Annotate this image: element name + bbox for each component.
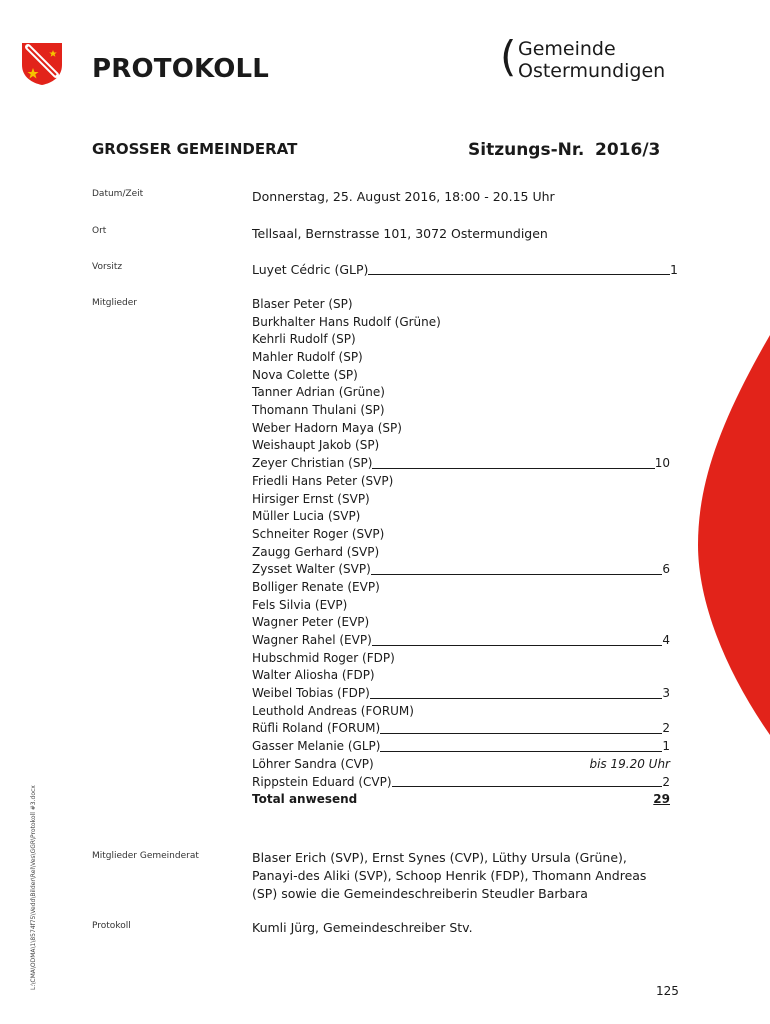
council-heading: GROSSER GEMEINDERAT [92,140,298,158]
member-name: Weber Hadorn Maya (SP) [252,420,402,435]
member-row [252,349,670,367]
vorsitz-row [252,261,678,279]
member-row [252,544,670,562]
vorsitz-name: Luyet Cédric (GLP) [252,261,369,277]
vorsitz-count: 1 [670,261,678,277]
member-row [252,597,670,615]
member-row [252,721,670,739]
member-row [252,473,670,491]
session-label: Sitzungs-Nr. [468,140,585,160]
page-title: PROTOKOLL [92,54,270,84]
member-name: Zysset Walter (SVP) [252,562,371,577]
logo-bracket: ( [500,32,517,81]
leader-line [368,274,670,275]
coat-of-arms-icon [20,41,64,85]
protokoll-label: Protokoll [92,921,131,931]
member-name: Tanner Adrian (Grüne) [252,385,385,400]
red-arc-shape [698,335,770,735]
member-name: Löhrer Sandra (CVP) [252,756,374,771]
member-row [252,526,670,544]
member-count: 6 [662,562,670,577]
leader-line [372,468,654,469]
member-name: Mahler Rudolf (SP) [252,350,363,365]
member-name: Hirsiger Ernst (SVP) [252,491,370,506]
member-count: 1 [662,739,670,754]
gr-members-text: Blaser Erich (SVP), Ernst Synes (CVP), Lüthy Ursula (Grüne), Panayi-des Aliki (SVP), Schoop Henrik (FDP), Thomann Andreas (SP) sowie die Gemeindeschreiberin Steudler Barbara [252,850,647,901]
leader-line [372,645,663,646]
member-name: Friedli Hans Peter (SVP) [252,473,394,488]
member-row [252,614,670,632]
leader-line [392,786,663,787]
member-name: Leuthold Andreas (FORUM) [252,703,414,718]
page-number: 125 [656,984,679,998]
member-count: 2 [662,721,670,736]
member-row [252,561,670,579]
gr-label: Mitglieder Gemeinderat [92,851,199,861]
member-row [252,402,670,420]
member-row [252,756,670,774]
ort-value: Tellsaal, Bernstrasse 101, 3072 Ostermundigen [252,226,548,241]
member-row [252,314,670,332]
member-name: Rüfli Roland (FORUM) [252,721,381,736]
member-row [252,632,670,650]
member-name: Schneiter Roger (SVP) [252,526,385,541]
municipality-logo [500,34,690,86]
member-name: Wagner Peter (EVP) [252,615,370,630]
datum-value: Donnerstag, 25. August 2016, 18:00 - 20.15 Uhr [252,189,555,204]
member-name: Fels Silvia (EVP) [252,597,348,612]
member-count: 10 [654,456,670,471]
member-name: Hubschmid Roger (FDP) [252,650,395,665]
member-row [252,667,670,685]
member-row [252,685,670,703]
member-row [252,455,670,473]
member-row [252,438,670,456]
member-row [252,331,670,349]
session-number: 2016/3 [595,140,661,160]
mitglieder-label: Mitglieder [92,298,137,308]
member-name: Weibel Tobias (FDP) [252,686,370,701]
member-note: bis 19.20 Uhr [589,756,670,771]
leader-line [370,698,663,699]
member-name: Bolliger Renate (EVP) [252,579,380,594]
member-row [252,367,670,385]
leader-line [380,751,662,752]
datum-label: Datum/Zeit [92,189,144,199]
leader-line [371,574,663,575]
total-row [252,791,670,809]
file-path: L:\CMA\ODMA\1\8574f75\Vedd\Bilder\Rel\Ves\GGR\Protokoll #3.docx [30,785,37,990]
member-row [252,296,670,314]
member-name: Zaugg Gerhard (SVP) [252,544,380,559]
member-row [252,703,670,721]
member-count: 2 [662,774,670,789]
member-name: Blaser Peter (SP) [252,296,353,311]
member-name: Müller Lucia (SVP) [252,509,361,524]
member-row [252,508,670,526]
member-row [252,774,670,792]
member-name: Zeyer Christian (SP) [252,456,373,471]
logo-line-2: Ostermundigen [518,60,666,82]
member-row [252,738,670,756]
member-name: Kehrli Rudolf (SP) [252,332,356,347]
logo-line-1: Gemeinde [518,38,616,60]
member-name: Rippstein Eduard (CVP) [252,774,392,789]
member-name: Gasser Melanie (GLP) [252,739,381,754]
leader-line [380,733,662,734]
member-count: 4 [662,633,670,648]
member-name: Total anwesend [252,792,358,807]
ort-label: Ort [92,226,107,236]
vorsitz-label: Vorsitz [92,262,123,272]
member-list [252,296,670,809]
member-row [252,491,670,509]
decorative-red-arc [698,335,770,735]
member-count: 3 [662,686,670,701]
protokoll-value: Kumli Jürg, Gemeindeschreiber Stv. [252,920,473,935]
member-row [252,420,670,438]
member-row [252,579,670,597]
member-row [252,650,670,668]
member-row [252,384,670,402]
member-name: Walter Aliosha (FDP) [252,668,375,683]
member-name: Thomann Thulani (SP) [252,403,385,418]
member-count: 29 [653,792,670,807]
member-name: Weishaupt Jakob (SP) [252,438,380,453]
member-name: Burkhalter Hans Rudolf (Grüne) [252,314,441,329]
member-name: Nova Colette (SP) [252,367,358,382]
member-name: Wagner Rahel (EVP) [252,633,372,648]
